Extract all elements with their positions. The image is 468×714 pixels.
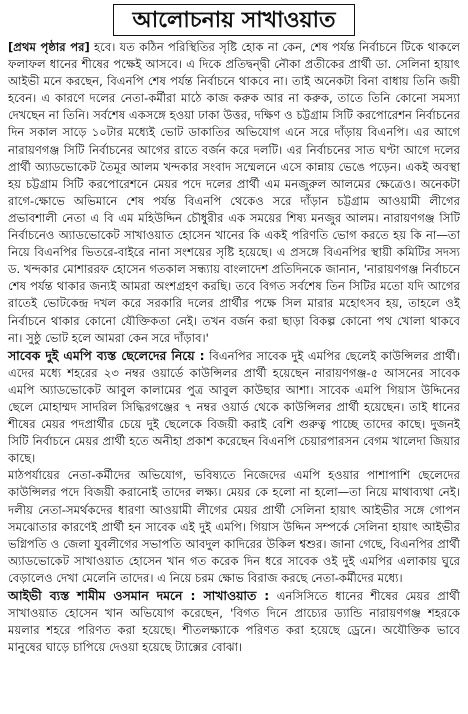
paragraph-1 [8, 39, 460, 347]
continued-from-label: [প্রথম পৃষ্ঠার পর] [8, 40, 90, 54]
article-headline: আলোচনায় সাখাওয়াত [113, 4, 354, 36]
subsection-1-text: বিএনপির সাবেক দুই এমপির ছেলেই কাউন্সিলর প্রার্থী। এদের মধ্যে শহরের ২৩ নম্বর ওয়ার্ডে কাউন্সিলর প্রার্থী হয়েছেন নারায়ণগঞ্জ-৫ আসনের সাবেক এমপি অ্যাডভোকেট আবুল কালামের পুত্র আবুল কাউছার আশা। সাবেক এমপি গিয়াস উদ্দিনের ছেলে মোহাম্মদ সাদরিল সিদ্ধিরগঞ্জের ৭ নম্বর ওয়ার্ড থেকে কাউন্সিলর প্রার্থী হয়েছেন। তাই ধানের শীষের মেয়র পদপ্রার্থীর চেয়ে দুই ছেলেকে বিজয়ী করাই বেশি গুরুত্ব পাচ্ছে তাদের কাছে। দুজনই সিটি নির্বাচনে মেয়র প্রার্থী হতে অনীহা প্রকাশ করেছেন বিএনপি চেয়ারপারসন বেগম খালেদা জিয়ার কাছে। [8, 348, 461, 466]
subsection-2 [8, 587, 460, 656]
paragraph-2-text: মাঠপর্যায়ের নেতা-কর্মীদের অভিযোগ, ভবিষ্যতে নিজেদের এমপি হওয়ার পাশাপাশি ছেলেদের কাউন্সিলর পদে বিজয়ী করানোই তাদের লক্ষ্য। মেয়র কে হলো না হলো—তা নিয়ে মাথাব্যথা নেই। দলীয় নেতা-সমর্থকদের ধারণা আওয়ামী লীগের মেয়র প্রার্থী সেলিনা হায়াৎ আইভীর সঙ্গে গোপন সমঝোতার কারণেই প্রার্থী হন সাবেক এই দুই এমপি। গিয়াস উদ্দিন সম্পর্কে সেলিনা হায়াৎ আইভীর ভগ্নিপতি ও জেলা যুবলীগের সভাপতি আবদুল কাদিরের উকিল শ্বশুর। জানা গেছে, বিএনপির প্রার্থী অ্যাডভোকেট সাখাওয়াত হোসেন খান গত করেক দিন ধরে সাবেক ওই দুই এমপির এলাকায় ঘুরে বেড়ালেও দেখা মেলেনি তাদের। এ নিয়ে চরম ক্ষোভ বিরাজ করছে নেতা-কর্মীদের মধ্যে। [8, 468, 460, 585]
subsection-1-heading: সাবেক দুই এমপি ব্যস্ত ছেলেদের নিয়ে : [8, 347, 205, 363]
subsection-1 [8, 347, 460, 468]
subsection-2-text: এনসিসিতে ধানের শীষের মেয়র প্রার্থী সাখাওয়াত হোসেন খান অভিযোগ করেছেন, 'বিগত দিনে প্রাচ্যের ড্যান্ডি নারায়ণগঞ্জ শহরকে ময়লার শহরে পরিণত করা হয়েছে। শীতলক্ষ্যাকে পরিণত করা হয়েছে ড্রেনে। অযৌক্তিক ভাবে মানুষের ঘাড়ে চাপিয়ে দেওয়া হয়েছে ট্যাক্সের বোঝা। [8, 589, 460, 655]
headline-wrap [8, 0, 460, 36]
article-body [8, 39, 460, 656]
subsection-2-heading: আইভী ব্যস্ত শামীম ওসমান দমনে : সাখাওয়াত : [8, 588, 270, 603]
paragraph-2 [8, 467, 460, 587]
paragraph-1-text: হবে। যত কঠিন পরিস্থিতির সৃষ্টি হোক না কেন, শেষ পর্যন্ত নির্বাচনে টিকে থাকলে ফলাফল ধানের শীষের পক্ষেই আসবে। এ দিকে প্রতিদ্বন্দ্বী নৌকা প্রতীকের প্রার্থী ডা. সেলিনা হায়াৎ আইভী মনে করছেন, বিএনপি শেষ পর্যন্ত নির্বাচনে থাকবে না। তাই অনেকটা বিনা বাধায় তিনি জয়ী হবেন। এ কারণে দলের নেতা-কর্মীরা মাঠে কাজ করুক আর না করুক, তাতে তিনি কোনো সমস্যা দেখছেন না তিনি। সর্বশেষ একসঙ্গে হওয়া ঢাকা উত্তর, দক্ষিণ ও চট্টগ্রাম সিটি করপোরেশন নির্বাচনের দিন সকাল সাড়ে ১০টার মধ্যেই ভোট ডাকাতির অভিযোগ এনে সরে দাঁড়ায় বিএনপি। এর আগে নারায়ণগঞ্জ সিটি নির্বাচনের আগের রাতে বর্জন করে দলটি। এর নির্বাচনের সাত ঘণ্টা আগে দলের প্রার্থী অ্যাডভোকেট তৈমূর আলম খন্দকার সংবাদ সম্মেলনে এসে কান্নায় ভেঙে পড়েন। একই অবস্থা হয় চট্টগ্রাম সিটি করপোরেশনে মেয়র পদে দলের প্রার্থী এম মনজুরুল আলমের ক্ষেত্রেও। অনেকটা রাগে-ক্ষোভে অভিমানে শেষ পর্যন্ত বিএনপি থেকেও সরে দাঁড়ান চট্টগ্রাম আওয়ামী লীগের প্রভাবশালী নেতা এ বি এম মহিউদ্দিন চৌধুরীর এক সময়ের শিষ্য মনজুর আলম। নারায়ণগঞ্জ সিটি নির্বাচনেও অ্যাডভোকেট সাখাওয়াত হোসেন খানের কি একই পরিণতি ভোগ করতে হয় কি না—তা নিয়ে বিএনপির ভিতরে-বাইরে নানা সংশয়ের সৃষ্টি হয়েছে। এ প্রসঙ্গে বিএনপির স্থায়ী কমিটির সদস্য ড. খন্দকার মোশাররফ হোসেন গতকাল সন্ধ্যায় বাংলাদেশ প্রতিদিনকে জানান, 'নারায়ণগঞ্জ নির্বাচনে শেষ পর্যন্ত থাকার জন্যই আমরা অংশগ্রহণ করছি। তবে বিগত সর্বশেষ তিন সিটির মতো যদি আগের রাতেই ভোটকেন্দ্র দখল করে সরকারি দলের প্রার্থীর পক্ষে সিল মারার মহোৎসব হয়, তাহলে ওই নির্বাচনে থাকার কোনো যৌক্তিকতা নেই। তখন বর্জন করা ছাড়া বিকল্প কোনো পথ খোলা থাকবে না। সুষ্ঠু ভোট হলে আমরা কেন সরে দাঁড়াব।' [8, 40, 460, 345]
